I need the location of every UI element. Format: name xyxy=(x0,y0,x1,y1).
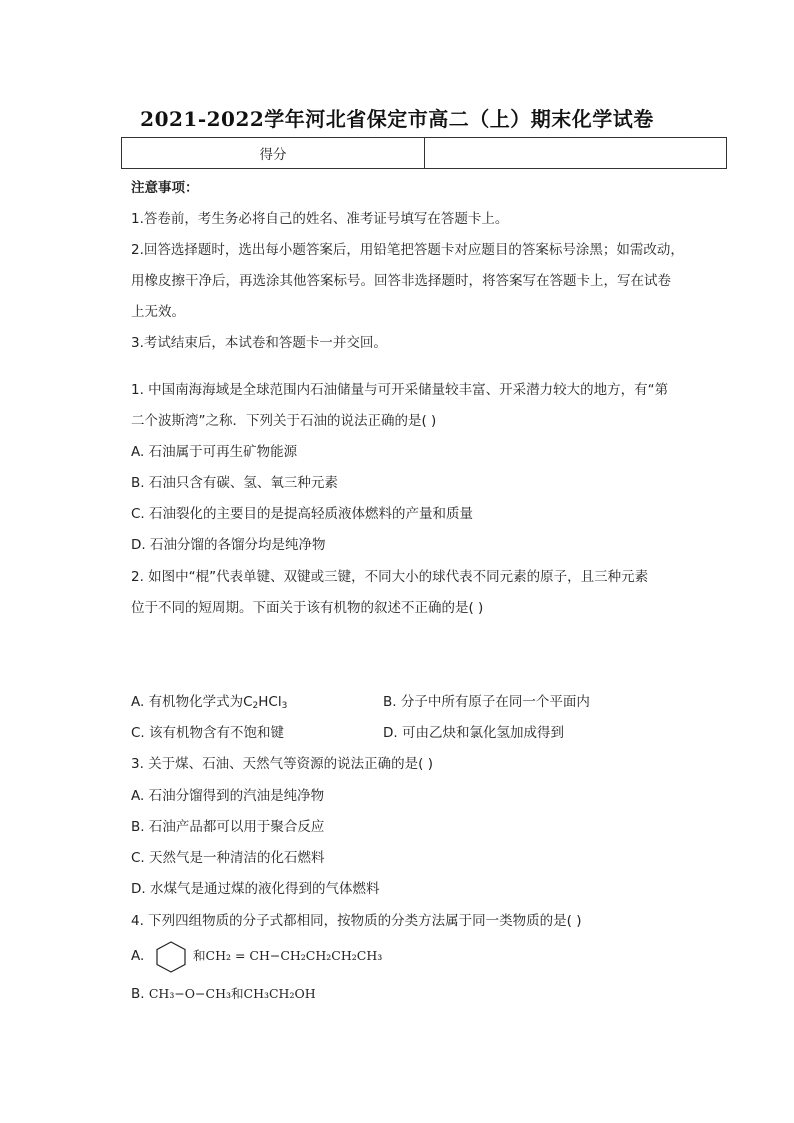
notice-item: 1.答卷前，考生务必将自己的姓名、准考证号填写在答题卡上。 xyxy=(131,211,509,227)
q1-option-a: A. 石油属于可再生矿物能源 xyxy=(131,444,298,460)
q1-option-b: B. 石油只含有碳、氢、氧三种元素 xyxy=(131,475,338,491)
q4-option-b-label: B. xyxy=(131,986,145,1002)
q4-option-a-label: A. xyxy=(131,948,145,964)
notice-item: 用橡皮擦干净后，再选涂其他答案标号。回答非选择题时，将答案写在答题卡上，写在试卷 xyxy=(131,273,671,289)
q2-option-a-text: A. 有机物化学式为C xyxy=(131,694,253,710)
q2-stem: 2. 如图中“棍”代表单键、双键或三键，不同大小的球代表不同元素的原子，且三种元素 xyxy=(131,569,649,585)
score-table xyxy=(121,137,727,169)
cyclohexane-structure xyxy=(155,940,187,974)
q3-stem: 3. 关于煤、石油、天然气等资源的说法正确的是( ) xyxy=(131,756,433,772)
q1-option-c: C. 石油裂化的主要目的是提高轻质液体燃料的产量和质量 xyxy=(131,506,474,522)
q1-option-d: D. 石油分馏的各馏分均是纯净物 xyxy=(131,537,326,553)
exam-title: 2021-2022学年河北省保定市高二（上）期末化学试卷 xyxy=(140,107,654,131)
q2-option-a-text: HCl xyxy=(258,694,282,710)
q4-option-b xyxy=(131,984,316,1004)
score-value-cell[interactable] xyxy=(425,138,727,169)
notice-item: 2.回答选择题时，选出每小题答案后，用铅笔把答题卡对应题目的答案标号涂黑；如需改动， xyxy=(131,242,684,258)
score-label: 得分 xyxy=(122,138,425,169)
notice-item: 上无效。 xyxy=(131,304,185,320)
q3-option-c: C. 天然气是一种清洁的化石燃料 xyxy=(131,850,325,866)
subscript: 2 xyxy=(252,701,259,711)
q2-option-d: D. 可由乙炔和氯化氢加成得到 xyxy=(383,725,564,741)
notice-heading: 注意事项： xyxy=(131,180,199,196)
q4-option-b-formula: CH₃−O−CH₃和CH₃CH₂OH xyxy=(148,986,316,1001)
q4-stem: 4. 下列四组物质的分子式都相同，按物质的分类方法属于同一类物质的是( ) xyxy=(131,913,582,929)
notice-item: 3.考试结束后，本试卷和答题卡一并交回。 xyxy=(131,335,387,351)
subscript: 3 xyxy=(281,701,288,711)
q1-stem: 二个波斯湾”之称．下列关于石油的说法正确的是( ) xyxy=(131,413,437,429)
q2-stem: 位于不同的短周期。下面关于该有机物的叙述不正确的是( ) xyxy=(131,600,484,616)
q3-option-b: B. 石油产品都可以用于聚合反应 xyxy=(131,819,325,835)
q2-option-c: C. 该有机物含有不饱和键 xyxy=(131,725,285,741)
q3-option-d: D. 水煤气是通过煤的液化得到的气体燃料 xyxy=(131,881,380,897)
q3-option-a: A. 石油分馏得到的汽油是纯净物 xyxy=(131,788,325,804)
q2-option-a xyxy=(131,692,287,716)
q2-option-b: B. 分子中所有原子在同一个平面内 xyxy=(383,694,590,710)
q1-stem: 1. 中国南海海域是全球范围内石油储量与可开采储量较丰富、开采潜力较大的地方，有“第 xyxy=(131,382,669,398)
q4-option-a-formula: 和CH₂ = CH−CH₂CH₂CH₂CH₃ xyxy=(193,948,383,963)
